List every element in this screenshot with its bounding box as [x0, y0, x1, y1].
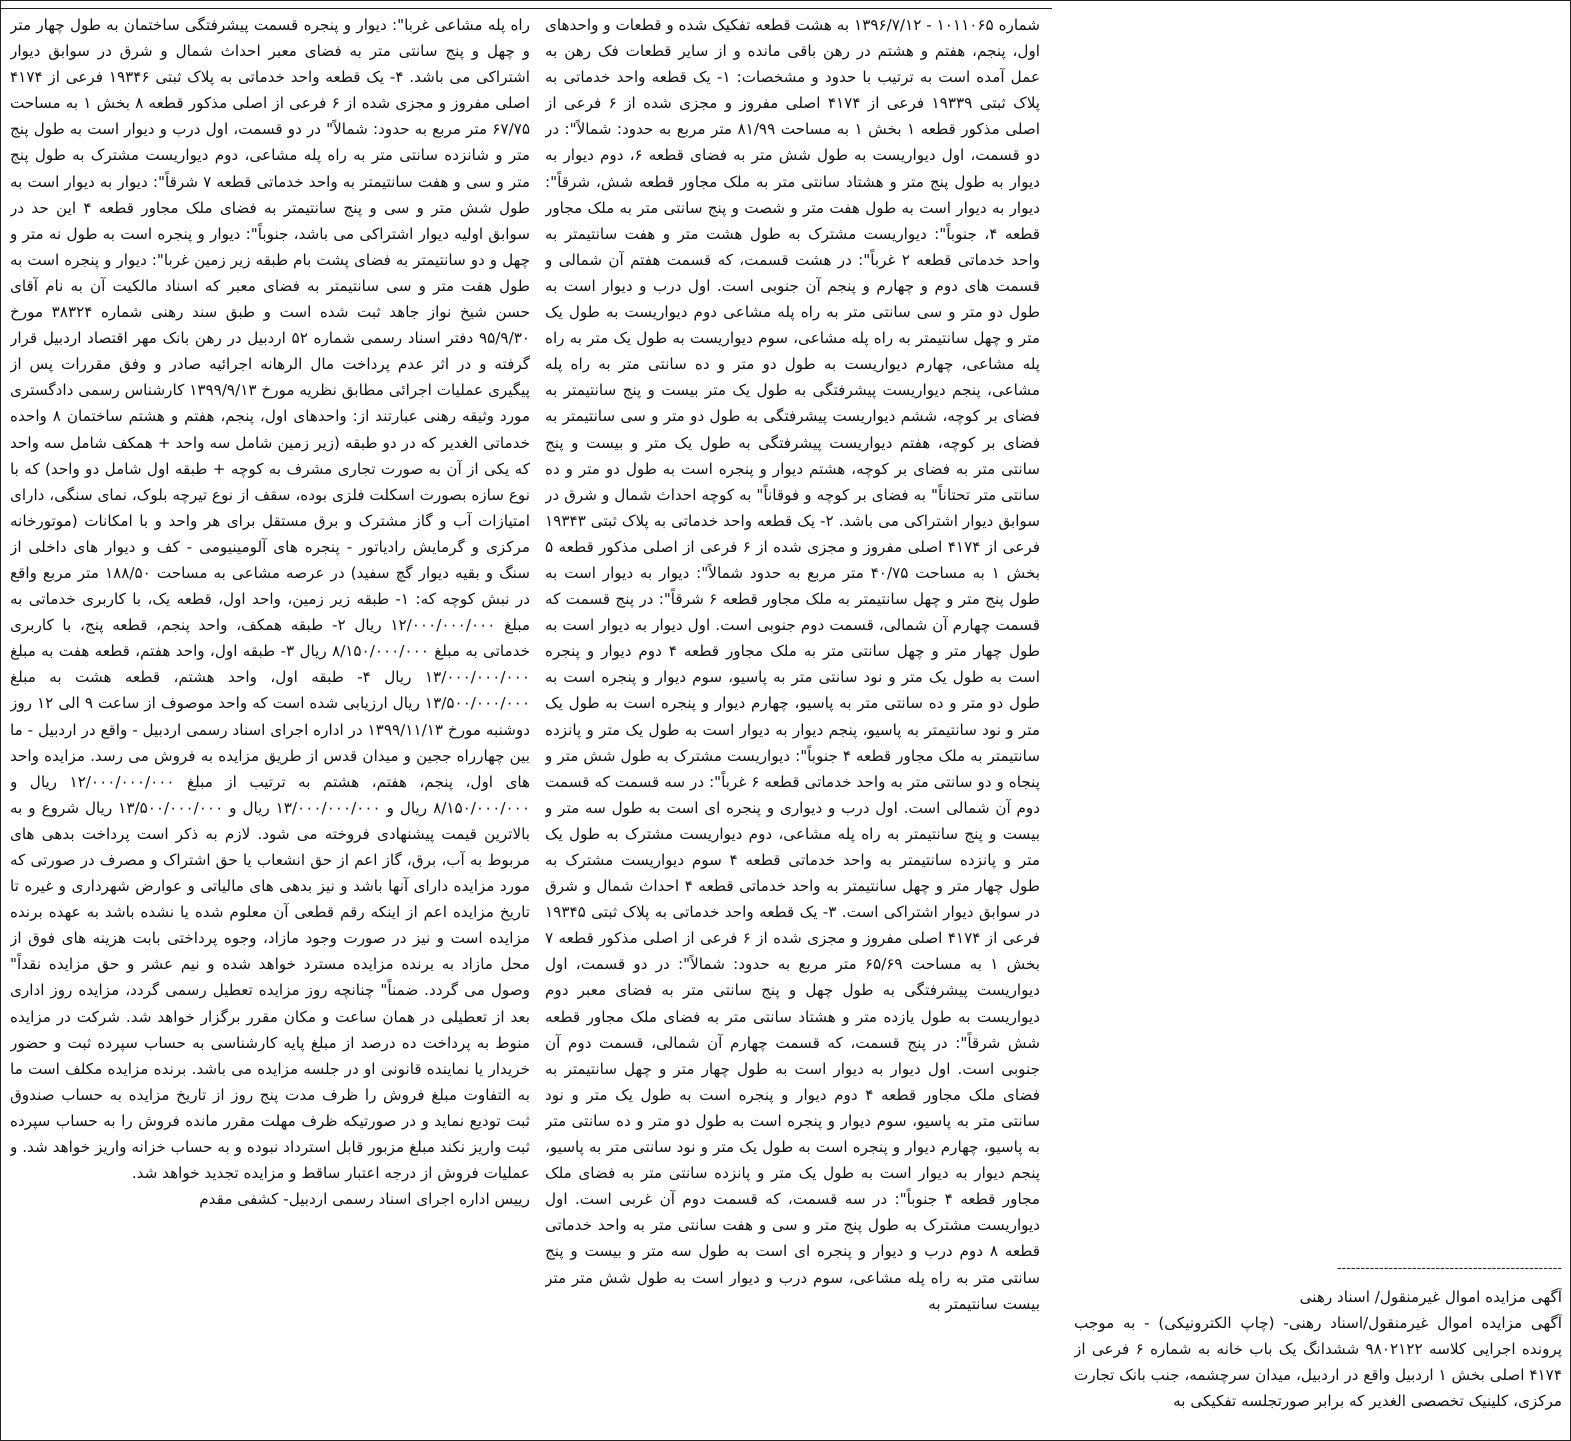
notice-column-middle: [545, 12, 1040, 1430]
notice-signature: رییس اداره اجرای اسناد رسمی اردبیل- کشفی مقدم: [199, 1190, 530, 1209]
notice-body-middle: شماره ۱۰۱۱۰۶۵ - ۱۳۹۶/۷/۱۲ به هشت قطعه تفکیک شده و قطعات و واحدهای اول، پنجم، هفتم و هشتم در رهن باقی مانده و از سایر قطعات فک رهن به عمل آمده است به ترتیب با حدود و مشخصات: ۱- یک قطعه واحد خدماتی به پلاک ثبتی ۱۹۳۳۹ فرعی از ۴۱۷۴ اصلی مفروز و مجزی شده از ۶ فرعی از اصلی مذکور قطعه ۱ بخش ۱ به مساحت ۸۱/۹۹ متر مربع به حدود: شمالاً": در دو قسمت، اول دیواریست به طول شش متر به فضای قطعه ۶، دوم دیوار به دیوار به طول پنج متر و هشتاد سانتی متر به ملک مجاور قطعه شش، شرقاً": دیوار به دیوار است به طول هفت متر و شصت و پنج سانتی متر به ملک مجاور قطعه ۴، جنوباً": دیواریست مشترک به طول هشت متر و هفت سانتیمتر به واحد خدماتی قطعه ۲ غرباً": در هشت قسمت، که قسمت هفتم آن شمالی و قسمت های دوم و چهارم و پنجم آن جنوبی است. اول درب و دیوار است به طول دو متر و سی سانتی متر به راه پله مشاعی دوم دیواریست به طول یک متر و چهل سانتیمتر به راه پله مشاعی، سوم دیواریست به طول یک متر به راه پله مشاعی، چهارم دیواریست به طول دو متر و ده سانتی متر به راه پله مشاعی، پنجم دیواریست پیشرفتگی به طول یک متر بیست و پنج سانتیمتر به فضای بر کوچه، ششم دیواریست پیشرفتگی به طول دو متر و سی سانتیمتر به فضای بر کوچه، هفتم دیواریست پیشرفتگی به طول یک متر و بیست و پنج سانتی متر به فضای بر کوچه، هشتم دیوار و پنجره است به طول دو متر و ده سانتی متر تحتاناً" به فضای بر کوچه و فوقاناً" به کوچه احداث شمال و شرق در سوابق دیوار اشتراکی می باشد. ۲- یک قطعه واحد خدماتی به پلاک ثبتی ۱۹۳۴۳ فرعی از ۴۱۷۴ اصلی مفروز و مجزی شده از ۶ فرعی از اصلی مذکور قطعه ۵ بخش ۱ به مساحت ۴۰/۷۵ متر مربع به حدود شمالاً": دیوار به دیوار است به طول پنج متر و چهل سانتیمتر به ملک مجاور قطعه ۶ شرقاً": در پنج قسمت که قسمت چهارم آن شمالی، قسمت دوم جنوبی است. اول دیوار به دیوار است به طول چهار متر و چهل سانتی متر به ملک مجاور قطعه ۴ دوم دیوار و پنجره است به طول یک متر و نود سانتی متر به پاسیو، سوم دیوار و پنجره است به طول دو متر و ده سانتی متر به پاسیو، چهارم دیوار و پنجره است به طول یک متر و نود سانتیمتر به پاسیو، پنجم دیوار به دیوار است به طول یک متر و پانزده سانتیمتر به ملک مجاور قطعه ۴ جنوباً": دیواریست مشترک به طول شش متر و پنجاه و دو سانتی متر به واحد خدماتی قطعه ۶ غرباً": در سه قسمت که قسمت دوم آن شمالی است. اول درب و دیواری و پنجره ای است به طول سه متر و بیست و پنج سانتیمتر به راه پله مشاعی، دوم دیواریست مشترک به طول یک متر و پانزده سانتیمتر به واحد خدماتی قطعه ۴ سوم دیواریست مشترک به طول چهار متر و چهل سانتیمتر به واحد خدماتی قطعه ۴ احداث شمال و شرق در سوابق دیوار اشتراکی است. ۳- یک قطعه واحد خدماتی به پلاک ثبتی ۱۹۳۴۵ فرعی از ۴۱۷۴ اصلی مفروز و مجزی شده از ۶ فرعی از اصلی مذکور قطعه ۷ بخش ۱ به مساحت ۶۵/۶۹ متر مربع به حدود: شمالاً": در دو قسمت، اول دیواریست پیشرفتگی به طول چهل و پنج سانتی متر به فضای معبر دوم دیواریست به طول یازده متر و هشتاد سانتی متر به فضای ملک مجاور قطعه شش شرقاً": در پنج قسمت، که قسمت چهارم آن شمالی، قسمت دوم آن جنوبی است. اول دیوار به دیوار است به طول چهار متر و چهل سانتیمتر به فضای ملک مجاور قطعه ۴ دوم دیوار و پنجره است به طول یک متر و نود سانتی متر به پاسیو، سوم دیوار و پنجره است به طول دو متر و ده سانتی متر به پاسیو، چهارم دیوار و پنجره است به طول یک متر و نود سانتی متر به پاسیو، پنجم دیوار به دیوار است به طول یک متر و پانزده سانتی متر به فضای ملک مجاور قطعه ۴ جنوباً": در سه قسمت، که قسمت دوم آن غربی است. اول دیواریست مشترک به طول پنج متر و سی و هفت سانتی متر به واحد خدماتی قطعه ۸ دوم درب و دیوار و پنجره ای است به طول سه متر و بیست و پنج سانتی متر به راه پله مشاعی، سوم درب و دیوار است به طول شش متر متر بیست سانتیمتر به: [545, 16, 1040, 1313]
notice-heading: آگهی مزایده اموال غیرمنقول/ اسناد رهنی: [1299, 1288, 1562, 1306]
notice-body-start: آگهی مزایده اموال غیرمنقول/اسناد رهنی- (چاپ الکترونیکی) - به موجب پرونده اجرایی کلاسه ۹۸۰۲۱۲۲ ششدانگ یک باب خانه به شماره ۶ فرعی از ۴۱۷۴ اصلی بخش ۱ اردبیل واقع در اردبیل، میدان سرچشمه، جنب بانک تجارت مرکزی، کلینیک تخصصی الغدیر که برابر صورتجلسه تفکیکی به: [1074, 1314, 1562, 1410]
notice-body-right: راه پله مشاعی غربا": دیوار و پنجره قسمت پیشرفتگی ساختمان به طول چهار متر و چهل و پنج سانتی متر به فضای معبر احداث شمال و شرق در سوابق دیوار اشتراکی می باشد. ۴- یک قطعه واحد خدماتی به پلاک ثبتی ۱۹۳۴۶ فرعی از ۴۱۷۴ اصلی مفروز و مجزی شده از ۶ فرعی از اصلی مذکور قطعه ۸ بخش ۱ به مساحت ۶۷/۷۵ متر مربع به حدود: شمالاً" در دو قسمت، اول درب و دیوار است به طول پنج متر و شانزده سانتی متر به راه پله مشاعی، دوم دیواریست مشترک به طول پنج متر و سی و هفت سانتیمتر به واحد خدماتی قطعه ۷ شرقاً": دیوار به دیوار است به طول شش متر و سی و پنج سانتیمتر به فضای ملک مجاور قطعه ۴ این حد در سوابق اولیه دیوار اشتراکی می باشد، جنوباً": دیوار و پنجره است به طول نه متر و چهل و دو سانتیمتر به فضای پشت بام طبقه زیر زمین غربا": دیوار و پنجره است به طول هفت متر و سی سانتیمتر به فضای معبر که اسناد مالکیت آن به نام آقای حسن شیخ نواز جاهد ثبت شده است و طبق سند رهنی شماره ۳۸۳۲۴ مورخ ۹۵/۹/۳۰ دفتر اسناد رسمی شماره ۵۲ اردبیل در رهن بانک مهر اقتصاد اردبیل قرار گرفته و در اثر عدم پرداخت مال الرهانه اجرائیه صادر و وفق مقررات پس از پیگیری عملیات اجرائی مطابق نظریه مورخ ۱۳۹۹/۹/۱۳ کارشناس رسمی دادگستری مورد وثیقه رهنی عبارتند از: واحدهای اول، پنجم، هفتم و هشتم ساختمان ۸ واحده خدماتی الغدیر که در دو طبقه (زیر زمین شامل سه واحد + همکف شامل سه واحد که یکی از آن به صورت تجاری مشرف به کوچه + طبقه اول شامل دو واحد) که با نوع سازه بصورت اسکلت فلزی بوده، سقف از نوع تیرچه بلوک، نمای سنگی، دارای امتیازات آب و گاز مشترک و برق مستقل برای هر واحد و با امکانات (موتورخانه مرکزی و گرمایش رادیاتور - پنجره های آلومینیومی - کف و دیوار های داخلی از سنگ و بقیه دیوار گچ سفید) در عرصه مشاعی به مساحت ۱۸۸/۵۰ متر مربع واقع در نبش کوچه که: ۱- طبقه زیر زمین، واحد اول، قطعه یک، با کاربری خدماتی به مبلغ ۱۲/۰۰۰/۰۰۰/۰۰۰ ریال ۲- طبقه همکف، واحد پنجم، قطعه پنج، با کاربری خدماتی به مبلغ ۸/۱۵۰/۰۰۰/۰۰۰ ریال ۳- طبقه اول، واحد هفتم، قطعه هفت به مبلغ ۱۳/۰۰۰/۰۰۰/۰۰۰ ریال ۴- طبقه اول، واحد هشتم، قطعه هشت به مبلغ ۱۳/۵۰۰/۰۰۰/۰۰۰ ریال ارزیابی شده است که واحد موصوف از ساعت ۹ الی ۱۲ روز دوشنبه مورخ ۱۳۹۹/۱۱/۱۳ در اداره اجرای اسناد رسمی اردبیل - واقع در اردبیل - ما بین چهارراه ججین و میدان قدس از طریق مزایده به فروش می رسد. مزایده واحد های اول، پنجم، هفتم، هشتم به ترتیب از مبلغ ۱۲/۰۰۰/۰۰۰/۰۰۰ ریال و ۸/۱۵۰/۰۰۰/۰۰۰ ریال و ۱۳/۰۰۰/۰۰۰/۰۰۰ ریال و ۱۳/۵۰۰/۰۰۰/۰۰۰ ریال شروع و به بالاترین قیمت پیشنهادی فروخته می شود. لازم به ذکر است پرداخت بدهی های مربوط به آب، برق، گاز اعم از حق انشعاب یا حق اشتراک و مصرف در صورتی که مورد مزایده دارای آنها باشد و نیز بدهی های مالیاتی و عوارض شهرداری و غیره تا تاریخ مزایده اعم از اینکه رقم قطعی آن معلوم شده یا نشده باشد به عهده برنده مزایده است و نیز در صورت وجود مازاد، وجوه پرداختی بابت هزینه های فوق از محل مازاد به برنده مزایده مسترد خواهد شده و نیم عشر و حق مزایده نقداً" وصول می گردد. ضمناً" چنانچه روز مزایده تعطیل رسمی گردد، مزایده روز اداری بعد از تعطیلی در همان ساعت و مکان مقرر برگزار خواهد شد. شرکت در مزایده منوط به پرداخت ده درصد از مبلغ پایه کارشناسی به حساب سپرده ثبت و حضور خریدار یا نماینده قانونی او در جلسه مزایده می باشد. برنده مزایده مکلف است ما به التفاوت مبلغ فروش را ظرف مدت پنج روز از تاریخ مزایده به حساب صندوق ثبت تودیع نماید و در صورتیکه ظرف مهلت مقرر مانده فروش را به حساب سپرده ثبت واریز نکند مبلغ مزبور قابل استرداد نبوده و به حساب خزانه واریز خواهد شد. و عملیات فروش از درجه اعتبار ساقط و مزایده تجدید خواهد شد.: [10, 16, 530, 1183]
notice-column-right: [10, 12, 530, 1430]
section-divider: ------------------------------------------------: [1336, 1262, 1562, 1276]
notice-column-start: [1074, 1262, 1562, 1432]
top-rule: [0, 0, 1052, 9]
